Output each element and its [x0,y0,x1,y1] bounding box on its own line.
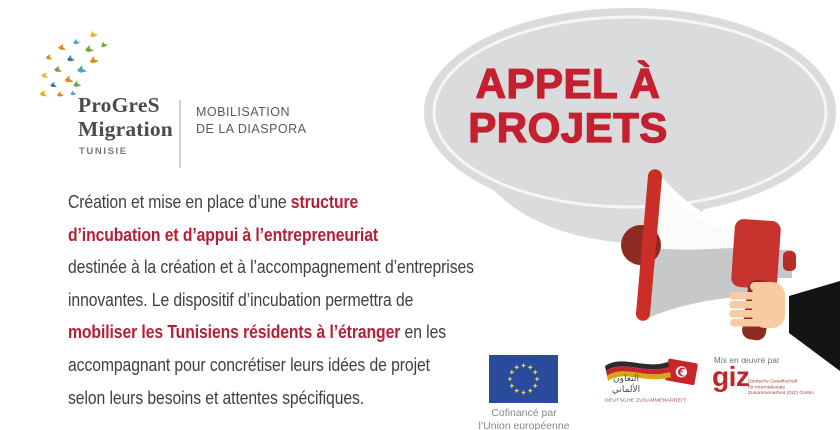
paragraph-line [68,382,474,415]
coop-arabic-text [606,374,646,395]
coop-subtitle: DEUTSCHE ZUSAMMENARBEIT [605,397,687,403]
text-segment: destinée à la création et à l’accompagnement d’entreprises [68,256,474,278]
brand-title-line2: Migration [78,116,173,141]
eu-caption-line1: Cofinancé par [491,407,557,419]
description-paragraph [68,186,474,414]
megaphone-body [731,218,782,289]
coop-arabic-line2: الألماني [611,384,641,395]
sleeve-arm [789,281,840,371]
giz-descriptor-line1: Deutsche Gesellschaft [748,378,798,384]
giz-descriptor-line2: für Internationale [748,383,786,390]
text-segment: innovantes. Le dispositif d’incubation permettra de [68,288,414,310]
text-segment: Création et mise en place d’une [68,191,291,212]
eu-caption-line2: l’Union européenne [478,419,570,430]
eu-caption [463,407,585,430]
giz-logo: giz [712,361,750,392]
program-line2: DE LA DIASPORA [196,121,307,136]
coop-arabic-line1: التعاون [613,374,639,384]
giz-descriptor-line3: Zusammenarbeit (GIZ) GmbH [748,389,814,396]
paragraph-line [68,349,474,382]
eu-flag-icon [489,355,558,403]
text-segment: selon leurs besoins et attentes spécifiques. [68,386,365,408]
emphasis-segment: d’incubation et d’appui à l’entrepreneuriat [68,223,379,245]
knob [783,251,796,271]
text-segment: en les [400,321,447,343]
headline [452,62,684,149]
paragraph-line [68,316,474,349]
headline-line1: APPEL À [475,60,661,107]
paragraph-line [68,219,474,252]
emphasis-segment: structure [290,191,359,212]
program-line1: MOBILISATION [196,105,290,119]
paragraph-line [68,251,474,284]
brand-subtitle: TUNISIE [79,146,128,157]
paragraph-line [68,186,474,219]
text-segment: accompagnant pour concrétiser leurs idées de projet [68,353,430,375]
emphasis-segment: mobiliser les Tunisiens résidents à l’étranger [68,321,401,343]
paragraph-line [68,284,474,317]
brand-title-line1: ProGreS [78,93,160,117]
giz-prefix: Mis en œuvre par [714,356,780,365]
headline-line2: PROJETS [468,103,668,151]
giz-descriptor [748,378,814,395]
